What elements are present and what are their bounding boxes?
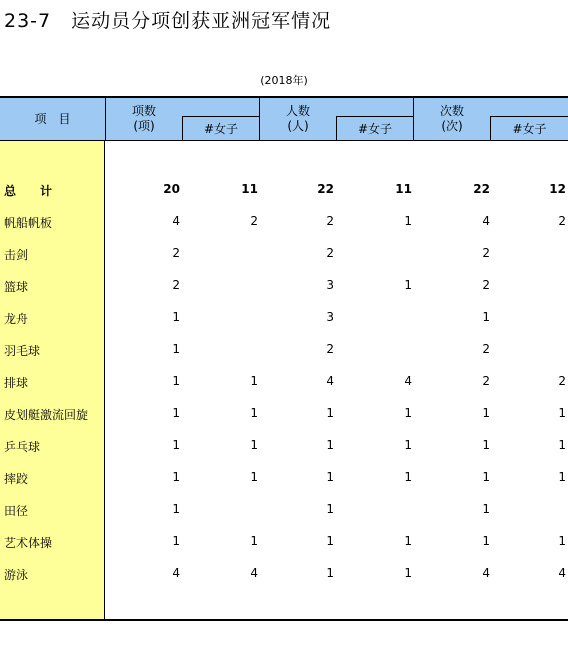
header-people-female: #女子 (357, 122, 393, 136)
header-times-unit: (次) (441, 119, 463, 133)
cell-value: 22 (317, 182, 334, 196)
row-label: 龙舟 (4, 312, 29, 326)
cell-value: 1 (172, 470, 180, 484)
cell-value: 1 (250, 470, 258, 484)
header-items-female: #女子 (203, 122, 239, 136)
cell-value: 3 (326, 310, 334, 324)
header-people-unit: (人) (287, 119, 309, 133)
cell-value: 1 (482, 470, 490, 484)
cell-value: 1 (172, 406, 180, 420)
cell-value: 1 (404, 534, 412, 548)
cell-value: 1 (326, 470, 334, 484)
cell-value: 1 (482, 438, 490, 452)
table-row (0, 500, 568, 520)
cell-value: 1 (482, 310, 490, 324)
cell-value: 1 (404, 214, 412, 228)
table-bottom-border (0, 619, 568, 621)
cell-value: 1 (172, 502, 180, 516)
cell-value: 1 (250, 438, 258, 452)
cell-value: 2 (482, 342, 490, 356)
header-times-count: 次数 (439, 104, 464, 118)
table-row (0, 468, 568, 488)
table-row (0, 404, 568, 424)
table-row (0, 436, 568, 456)
cell-value: 4 (172, 566, 180, 580)
row-label: 皮划艇激流回旋 (4, 408, 89, 422)
cell-value: 1 (172, 438, 180, 452)
cell-value: 2 (326, 342, 334, 356)
cell-value: 4 (482, 566, 490, 580)
cell-value: 4 (558, 566, 566, 580)
year-label: (2018年) (260, 74, 308, 87)
cell-value: 2 (482, 246, 490, 260)
cell-value: 1 (404, 278, 412, 292)
cell-value: 4 (482, 214, 490, 228)
table-row (0, 532, 568, 552)
cell-value: 2 (326, 214, 334, 228)
row-label: 排球 (4, 376, 29, 390)
cell-value: 2 (172, 246, 180, 260)
cell-value: 1 (482, 502, 490, 516)
row-label: 乒乓球 (4, 440, 41, 454)
cell-value: 1 (482, 406, 490, 420)
cell-value: 1 (172, 342, 180, 356)
cell-value: 20 (163, 182, 180, 196)
cell-value: 2 (558, 374, 566, 388)
cell-value: 1 (558, 470, 566, 484)
cell-value: 11 (395, 182, 412, 196)
cell-value: 12 (549, 182, 566, 196)
cell-value: 11 (241, 182, 258, 196)
row-label: 摔跤 (4, 472, 29, 486)
row-label: 艺术体操 (4, 536, 53, 550)
header-people-count: 人数 (285, 104, 310, 118)
cell-value: 2 (326, 246, 334, 260)
cell-value: 1 (250, 374, 258, 388)
cell-value: 1 (172, 534, 180, 548)
table-header (0, 96, 568, 141)
cell-value: 1 (404, 566, 412, 580)
cell-value: 1 (326, 566, 334, 580)
row-label: 击剑 (4, 248, 29, 262)
cell-value: 1 (404, 470, 412, 484)
cell-value: 4 (404, 374, 412, 388)
cell-value: 1 (250, 534, 258, 548)
cell-value: 1 (404, 438, 412, 452)
cell-value: 1 (172, 310, 180, 324)
cell-value: 1 (482, 534, 490, 548)
row-label: 总 计 (4, 184, 53, 198)
cell-value: 1 (172, 374, 180, 388)
cell-value: 2 (558, 214, 566, 228)
row-label: 羽毛球 (4, 344, 41, 358)
table-row (0, 212, 568, 232)
header-items-count: 项数 (131, 104, 156, 118)
table-row (0, 564, 568, 584)
cell-value: 2 (250, 214, 258, 228)
cell-value: 1 (558, 438, 566, 452)
table-row (0, 372, 568, 392)
header-times-female: #女子 (512, 122, 547, 136)
cell-value: 1 (558, 406, 566, 420)
table-row (0, 308, 568, 328)
total-row (0, 180, 568, 200)
row-label: 田径 (4, 504, 29, 518)
cell-value: 1 (404, 406, 412, 420)
cell-value: 1 (326, 438, 334, 452)
table-row (0, 340, 568, 360)
cell-value: 1 (250, 406, 258, 420)
cell-value: 4 (326, 374, 334, 388)
table-title: 23-7 运动员分项创获亚洲冠军情况 (4, 10, 332, 32)
cell-value: 1 (326, 534, 334, 548)
cell-value: 1 (326, 502, 334, 516)
cell-value: 2 (482, 278, 490, 292)
cell-value: 2 (482, 374, 490, 388)
table-row (0, 276, 568, 296)
header-item: 项 目 (34, 112, 71, 126)
header-items-unit: (项) (133, 119, 155, 133)
cell-value: 22 (473, 182, 490, 196)
cell-value: 1 (326, 406, 334, 420)
table-row (0, 244, 568, 264)
cell-value: 3 (326, 278, 334, 292)
row-label: 游泳 (4, 568, 29, 582)
row-label: 帆船帆板 (4, 216, 53, 230)
row-label: 篮球 (4, 280, 29, 294)
cell-value: 1 (558, 534, 566, 548)
cell-value: 2 (172, 278, 180, 292)
cell-value: 4 (172, 214, 180, 228)
cell-value: 4 (250, 566, 258, 580)
